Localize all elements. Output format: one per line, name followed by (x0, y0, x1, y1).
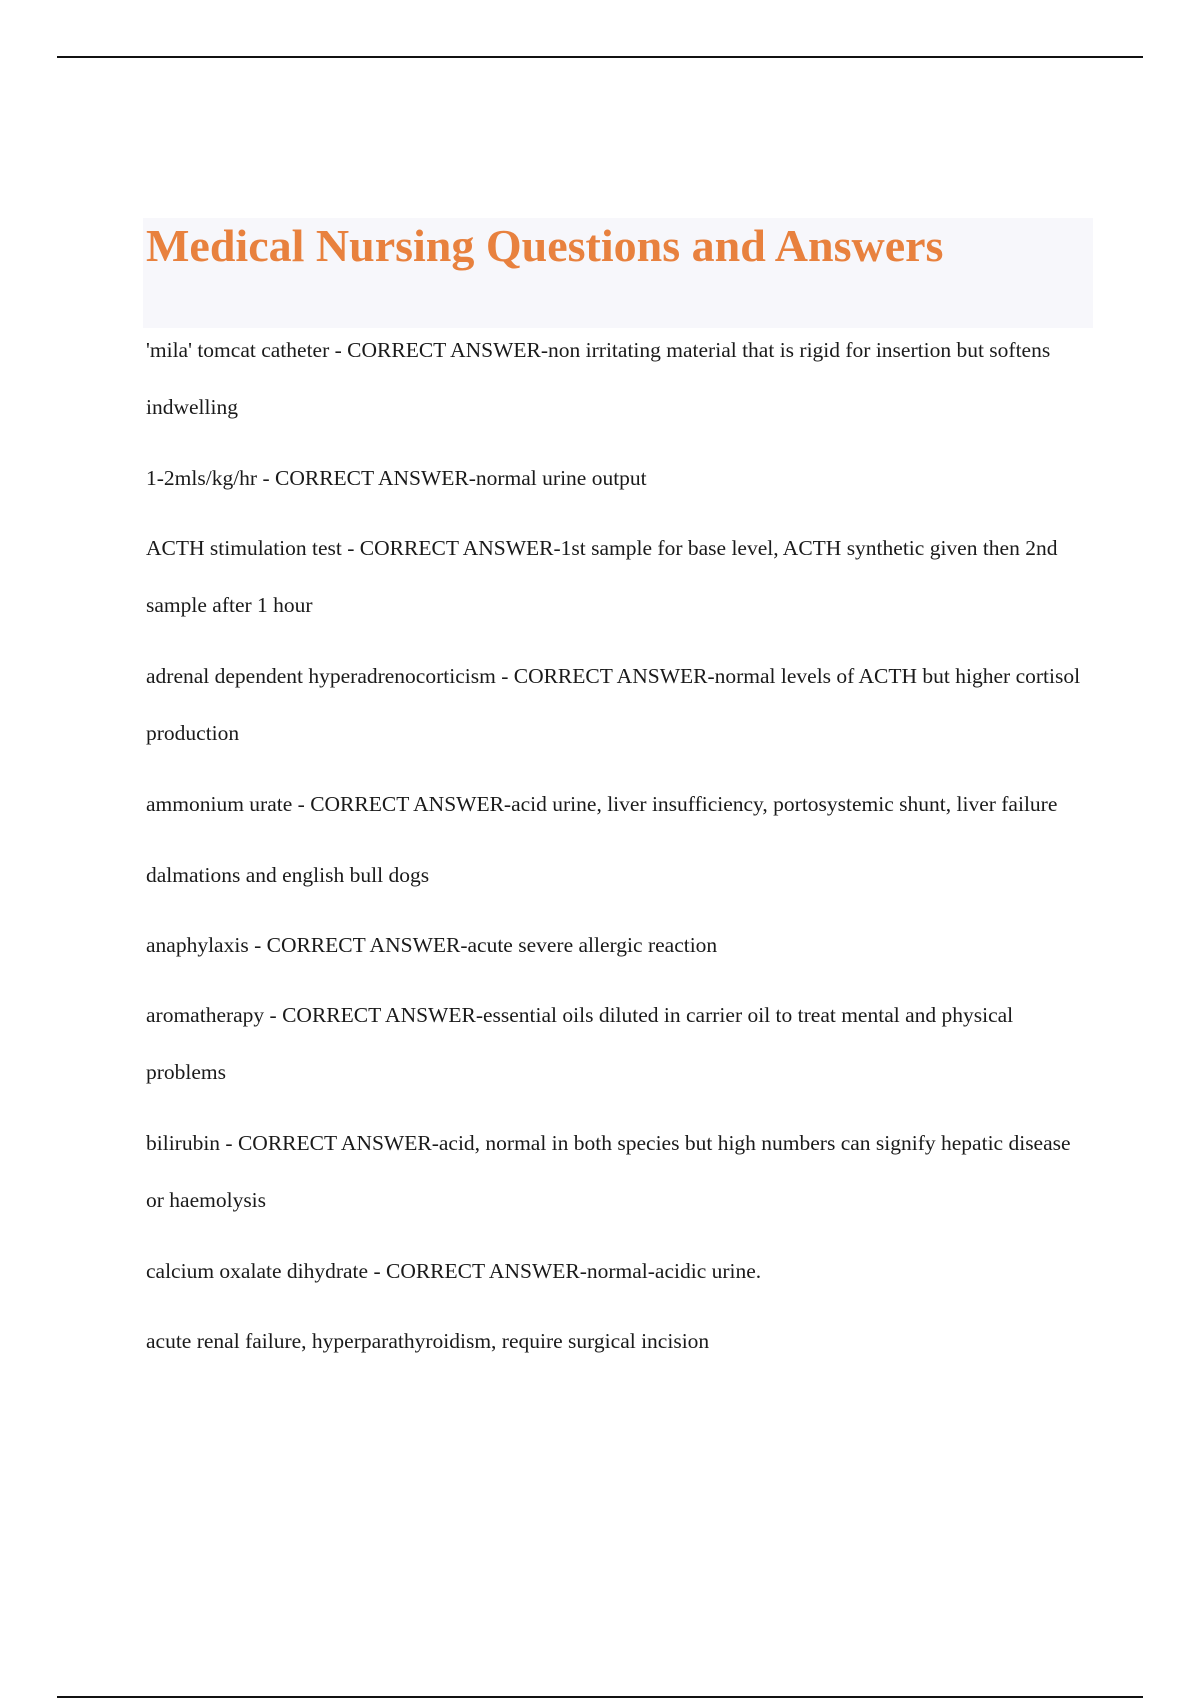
qa-entry: 'mila' tomcat catheter - CORRECT ANSWER-non irritating material that is rigid for insertion but softens indwelling (146, 338, 1051, 419)
footer-rule (57, 1696, 1143, 1698)
qa-list (146, 322, 1086, 1383)
qa-entry: ammonium urate - CORRECT ANSWER-acid urine, liver insufficiency, portosystemic shunt, liver failure (146, 792, 1058, 816)
qa-entry: adrenal dependent hyperadrenocorticism - CORRECT ANSWER-normal levels of ACTH but higher cortisol production (146, 664, 1081, 745)
qa-entry: bilirubin - CORRECT ANSWER-acid, normal in both species but high numbers can signify hepatic disease or haemolysis (146, 1131, 1071, 1212)
document-title: Medical Nursing Questions and Answers (146, 220, 944, 271)
header-rule (57, 56, 1143, 58)
qa-entry: acute renal failure, hyperparathyroidism, require surgical incision (146, 1329, 710, 1353)
qa-entry: calcium oxalate dihydrate - CORRECT ANSWER-normal-acidic urine. (146, 1259, 762, 1283)
qa-entry: ACTH stimulation test - CORRECT ANSWER-1st sample for base level, ACTH synthetic given then 2nd sample after 1 hour (146, 536, 1058, 617)
qa-entry: aromatherapy - CORRECT ANSWER-essential oils diluted in carrier oil to treat mental and physical problems (146, 1003, 1014, 1084)
qa-entry: 1-2mls/kg/hr - CORRECT ANSWER-normal urine output (146, 466, 647, 490)
qa-entry: dalmations and english bull dogs (146, 863, 430, 887)
qa-entry: anaphylaxis - CORRECT ANSWER-acute severe allergic reaction (146, 933, 718, 957)
